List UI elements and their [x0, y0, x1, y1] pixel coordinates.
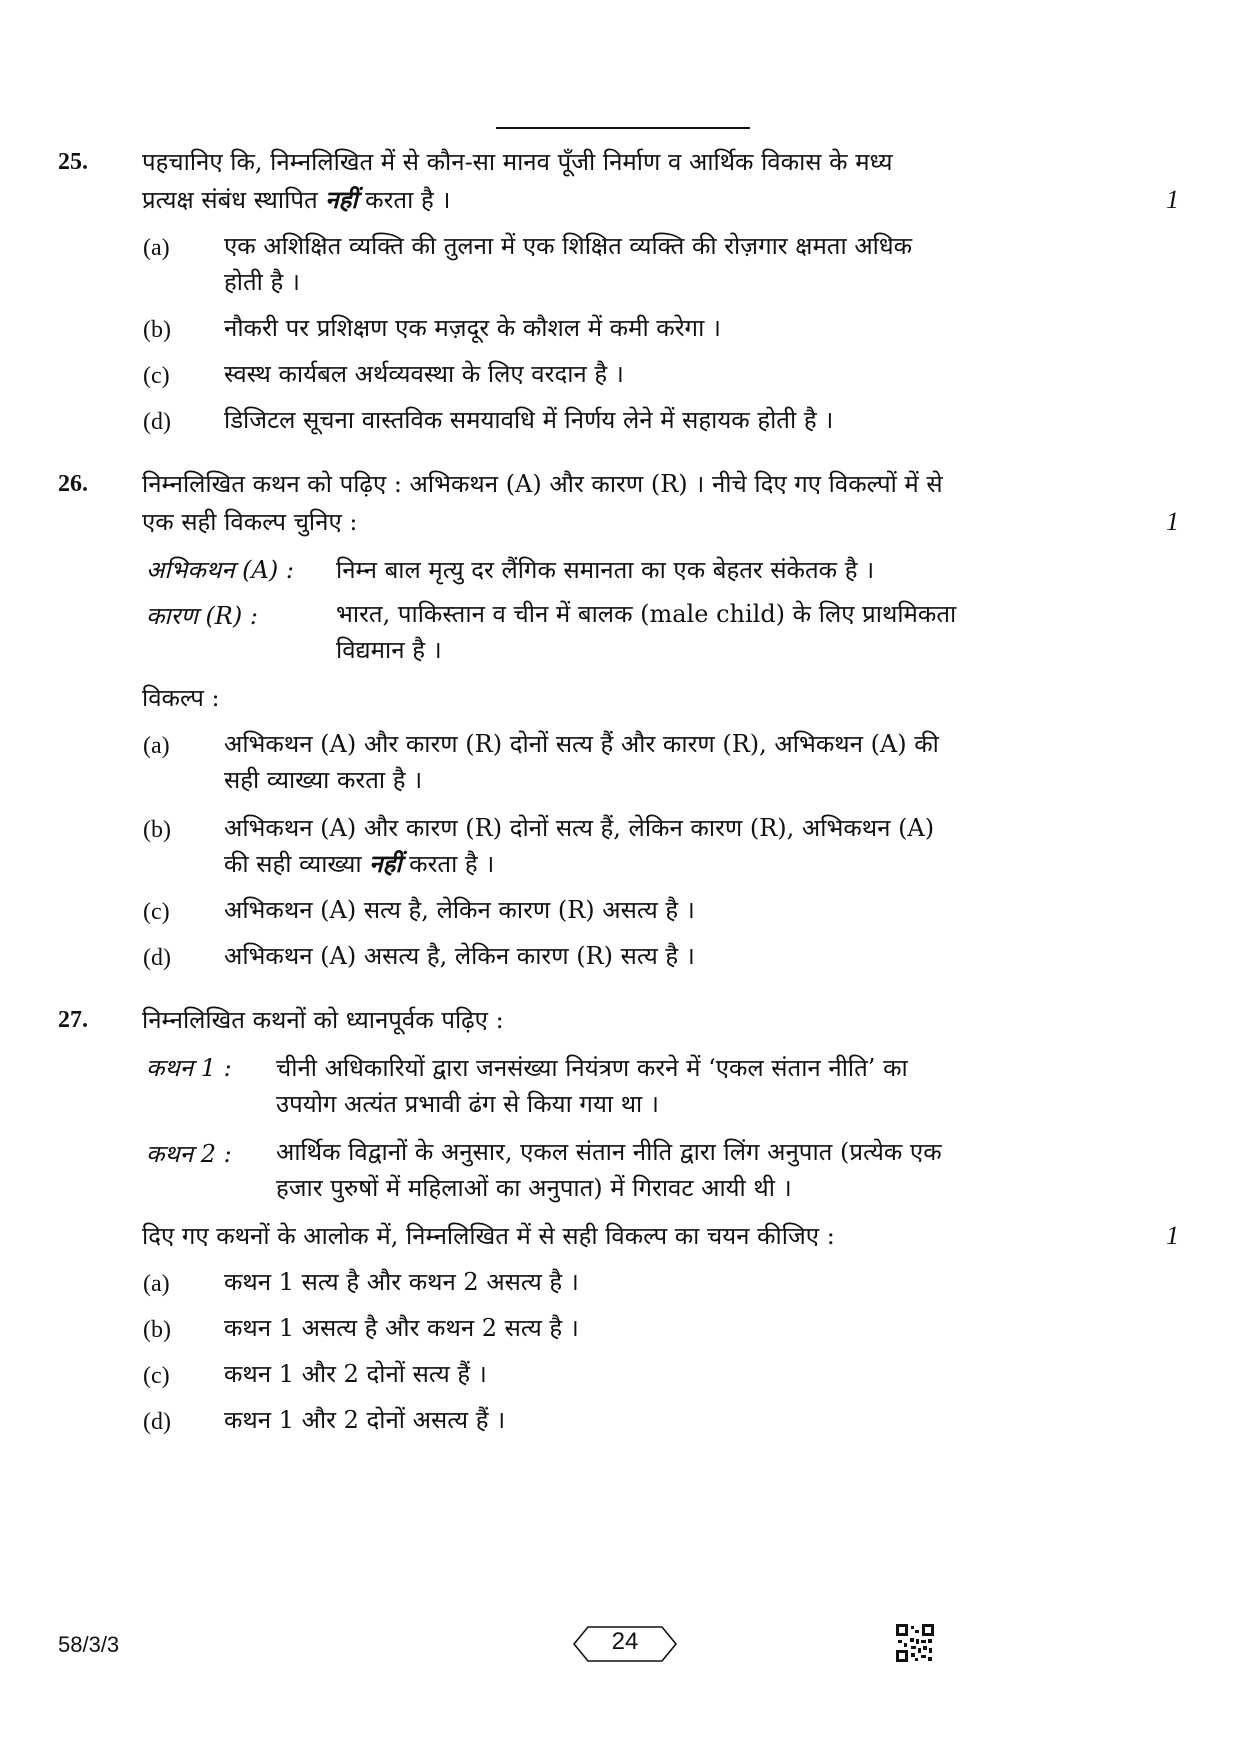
- q25-option-c-line1: स्वस्थ कार्यबल अर्थव्यवस्था के लिए वरदान है ।: [224, 360, 624, 388]
- q27-option-b-line1: कथन 1 असत्य है और कथन 2 सत्य है ।: [224, 1314, 579, 1342]
- page-number: 24: [611, 1628, 639, 1655]
- question-27-line1: निम्नलिखित कथनों को ध्यानपूर्वक पढ़िए :: [142, 1006, 504, 1034]
- question-27-number: 27.: [58, 1007, 88, 1033]
- question-25-line1: पहचानिए कि, निम्नलिखित में से कौन-सा मानव पूँजी निर्माण व आर्थिक विकास के मध्य: [142, 148, 893, 176]
- page-number-badge: [570, 1624, 680, 1664]
- statement-1-line1: चीनी अधिकारियों द्वारा जनसंख्या नियंत्रण करने में ‘एकल संतान नीति’ का: [276, 1054, 908, 1082]
- reason-line2: विद्यमान है ।: [336, 636, 442, 664]
- emphasis-not: नहीं: [325, 185, 358, 214]
- statement-2-line1: आर्थिक विद्वानों के अनुसार, एकल संतान नीति द्वारा लिंग अनुपात (प्रत्येक एक: [276, 1138, 942, 1166]
- question-27-instruction: दिए गए कथनों के आलोक में, निम्नलिखित में से सही विकल्प का चयन कीजिए :: [142, 1222, 835, 1250]
- q26-option-d-label: (d): [143, 945, 171, 971]
- reason-label: कारण (R) :: [146, 602, 258, 630]
- q26-option-a-line1: अभिकथन (A) और कारण (R) दोनों सत्य हैं और कारण (R), अभिकथन (A) की: [224, 730, 939, 758]
- q27-option-c-label: (c): [143, 1363, 170, 1389]
- statement-1-label: कथन 1 :: [146, 1054, 232, 1082]
- question-27-marks: 1: [1166, 1221, 1179, 1250]
- q27-option-d-line1: कथन 1 और 2 दोनों असत्य हैं ।: [224, 1406, 506, 1434]
- q26-option-c-line1: अभिकथन (A) सत्य है, लेकिन कारण (R) असत्य है ।: [224, 896, 695, 924]
- q26-option-b-line2: की सही व्याख्या नहीं करता है ।: [224, 849, 495, 878]
- q25-option-d-line1: डिजिटल सूचना वास्तविक समयावधि में निर्णय लेने में सहायक होती है ।: [224, 406, 834, 434]
- question-25-number: 25.: [58, 149, 88, 175]
- q27-option-b-label: (b): [143, 1317, 171, 1343]
- question-25-line2: प्रत्यक्ष संबंध स्थापित नहीं करता है ।: [142, 185, 451, 214]
- assertion-label: अभिकथन (A) :: [146, 556, 294, 584]
- emphasis-not: नहीं: [369, 849, 402, 878]
- q26-option-b-line1: अभिकथन (A) और कारण (R) दोनों सत्य हैं, लेकिन कारण (R), अभिकथन (A): [224, 814, 935, 842]
- question-26-marks: 1: [1166, 507, 1179, 536]
- q25-option-a-line1: एक अशिक्षित व्यक्ति की तुलना में एक शिक्षित व्यक्ति की रोज़गार क्षमता अधिक: [224, 232, 913, 260]
- paper-code: 58/3/3: [58, 1632, 120, 1657]
- q25-option-b-label: (b): [143, 317, 171, 343]
- question-25-marks: 1: [1166, 185, 1179, 214]
- q27-option-c-line1: कथन 1 और 2 दोनों सत्य हैं ।: [224, 1360, 487, 1388]
- assertion-text: निम्न बाल मृत्यु दर लैंगिक समानता का एक बेहतर संकेतक है ।: [336, 556, 875, 584]
- q26-option-a-line2: सही व्याख्या करता है ।: [224, 766, 423, 794]
- q26-option-b-label: (b): [143, 817, 171, 843]
- qr-code-icon: [896, 1624, 934, 1662]
- q25-option-c-label: (c): [143, 363, 170, 389]
- q25-option-a-line2: होती है ।: [224, 268, 300, 296]
- q25-option-d-label: (d): [143, 409, 171, 435]
- top-divider: [496, 127, 750, 129]
- q25-option-a-label: (a): [143, 235, 170, 261]
- question-26-number: 26.: [58, 471, 88, 497]
- question-26-line2: एक सही विकल्प चुनिए :: [142, 508, 358, 536]
- q26-option-a-label: (a): [143, 733, 170, 759]
- options-heading: विकल्प :: [142, 684, 220, 712]
- q26-option-c-label: (c): [143, 899, 170, 925]
- q26-option-d-line1: अभिकथन (A) असत्य है, लेकिन कारण (R) सत्य है ।: [224, 942, 695, 970]
- question-26-line1: निम्नलिखित कथन को पढ़िए : अभिकथन (A) और कारण (R) । नीचे दिए गए विकल्पों में से: [142, 470, 943, 498]
- statement-2-label: कथन 2 :: [146, 1140, 232, 1168]
- statement-2-line2: हजार पुरुषों में महिलाओं का अनुपात) में गिरावट आयी थी ।: [276, 1174, 792, 1202]
- q27-option-a-line1: कथन 1 सत्य है और कथन 2 असत्य है ।: [224, 1268, 579, 1296]
- reason-line1: भारत, पाकिस्तान व चीन में बालक (male child) के लिए प्राथमिकता: [336, 600, 957, 628]
- statement-1-line2: उपयोग अत्यंत प्रभावी ढंग से किया गया था ।: [276, 1090, 659, 1118]
- q25-option-b-line1: नौकरी पर प्रशिक्षण एक मज़दूर के कौशल में कमी करेगा ।: [224, 314, 722, 342]
- q27-option-a-label: (a): [143, 1271, 170, 1297]
- q27-option-d-label: (d): [143, 1409, 171, 1435]
